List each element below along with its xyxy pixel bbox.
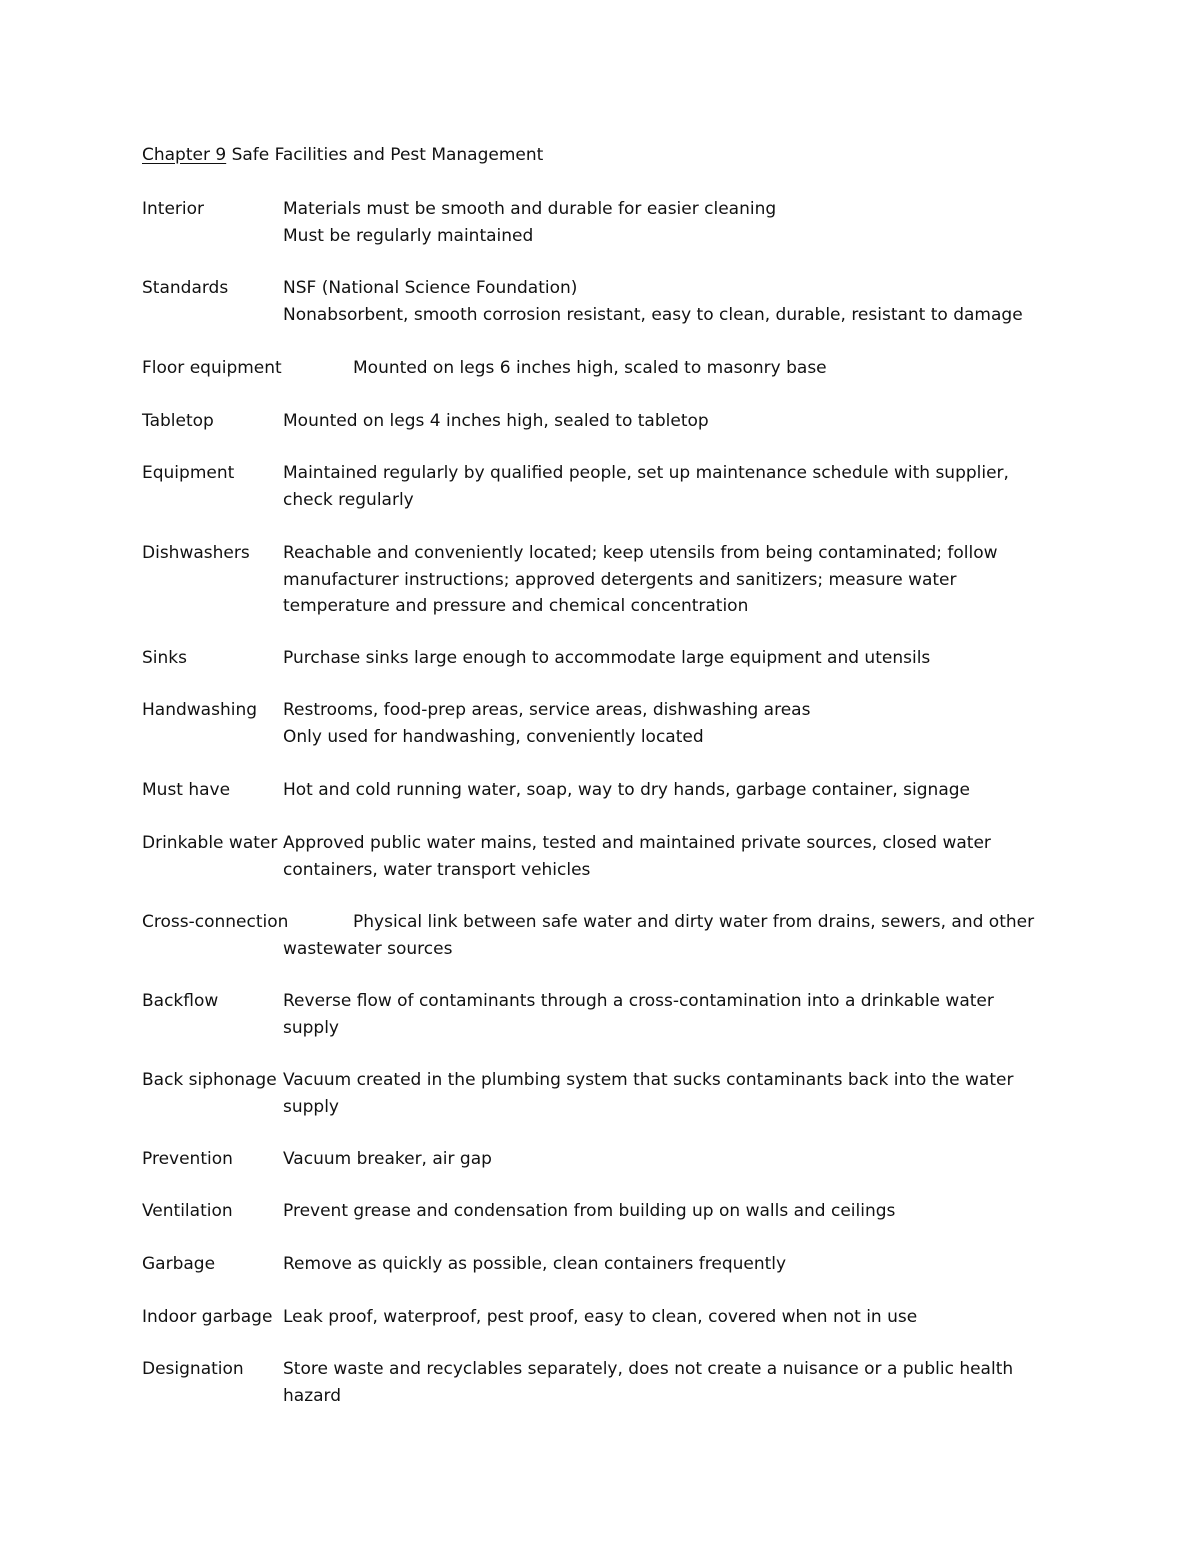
definition-line: Restrooms, food-prep areas, service areas, dishwashing areas <box>283 700 811 720</box>
definition-line: check regularly <box>283 489 414 510</box>
entry-definition <box>283 460 1063 513</box>
entry-term: Tabletop <box>142 411 214 431</box>
entry-term: Must have <box>142 780 231 800</box>
entry-definition <box>283 1251 1063 1278</box>
entry-definition <box>283 1304 1063 1331</box>
definition-line: supply <box>283 1017 339 1038</box>
entry-term: Sinks <box>142 648 187 668</box>
entry-definition <box>283 697 1063 750</box>
definition-line: Mounted on legs 6 inches high, scaled to masonry base <box>353 358 827 378</box>
definition-line: Remove as quickly as possible, clean containers frequently <box>283 1254 787 1274</box>
entry-definition <box>283 645 1063 672</box>
definition-line: Vacuum breaker, air gap <box>283 1149 492 1169</box>
page-title <box>142 144 543 166</box>
definition-line: NSF (National Science Foundation) <box>283 278 578 298</box>
entry-term: Dishwashers <box>142 543 250 563</box>
definition-line: Leak proof, waterproof, pest proof, easy to clean, covered when not in use <box>283 1307 918 1327</box>
entry-term: Prevention <box>142 1149 233 1169</box>
definition-line: Reverse flow of contaminants through a cross-contamination into a drinkable water <box>283 991 994 1011</box>
definition-line: Reachable and conveniently located; keep utensils from being contaminated; follow <box>283 543 998 563</box>
entry-definition <box>283 1146 1063 1173</box>
entry-term: Floor equipment <box>142 358 282 378</box>
definition-line: hazard <box>283 1385 342 1406</box>
entry-definition <box>283 540 1063 620</box>
entry-definition <box>283 830 1063 883</box>
definition-line: Purchase sinks large enough to accommodate large equipment and utensils <box>283 648 931 668</box>
definition-line: Nonabsorbent, smooth corrosion resistant, easy to clean, durable, resistant to damage <box>283 304 1023 325</box>
definition-line: supply <box>283 1096 339 1117</box>
entry-term: Interior <box>142 199 205 219</box>
entry-term: Drinkable water <box>142 833 278 853</box>
definition-line: manufacturer instructions; approved detergents and sanitizers; measure water <box>283 569 957 590</box>
entry-definition <box>283 1198 1063 1225</box>
definition-line: containers, water transport vehicles <box>283 859 591 880</box>
entry-term: Equipment <box>142 463 235 483</box>
entry-term: Handwashing <box>142 700 258 720</box>
entry-term: Ventilation <box>142 1201 233 1221</box>
entry-term: Garbage <box>142 1254 216 1274</box>
entry-definition <box>283 1356 1063 1409</box>
entry-term: Designation <box>142 1359 244 1379</box>
entry-definition <box>283 355 1063 382</box>
chapter-label: Chapter 9 <box>142 145 227 165</box>
entry-definition <box>283 275 1063 328</box>
definition-line: Approved public water mains, tested and maintained private sources, closed water <box>283 833 991 853</box>
entry-term: Indoor garbage <box>142 1307 273 1327</box>
entry-term: Standards <box>142 278 229 298</box>
definition-line: Hot and cold running water, soap, way to dry hands, garbage container, signage <box>283 780 970 800</box>
definition-line: Only used for handwashing, conveniently located <box>283 726 704 747</box>
entry-definition <box>283 408 1063 435</box>
definition-line: Mounted on legs 4 inches high, sealed to tabletop <box>283 411 709 431</box>
definition-line: Maintained regularly by qualified people, set up maintenance schedule with supplier, <box>283 463 1009 483</box>
entry-definition <box>283 777 1063 804</box>
definition-line: Vacuum created in the plumbing system that sucks contaminants back into the water <box>283 1070 1014 1090</box>
definition-line: Physical link between safe water and dirty water from drains, sewers, and other <box>353 912 1035 932</box>
definition-line: Must be regularly maintained <box>283 225 534 246</box>
entry-term: Back siphonage <box>142 1070 277 1090</box>
entry-definition <box>283 909 1063 962</box>
entry-term: Cross-connection <box>142 912 289 932</box>
definition-line: Materials must be smooth and durable for easier cleaning <box>283 199 777 219</box>
chapter-subject: Safe Facilities and Pest Management <box>226 145 544 165</box>
entry-term: Backflow <box>142 991 219 1011</box>
definition-line: Prevent grease and condensation from building up on walls and ceilings <box>283 1201 896 1221</box>
definition-line: wastewater sources <box>283 938 453 959</box>
entry-definition <box>283 1067 1063 1120</box>
definition-line: Store waste and recyclables separately, does not create a nuisance or a public health <box>283 1359 1014 1379</box>
entry-definition <box>283 196 1063 249</box>
entry-definition <box>283 988 1063 1041</box>
definition-line: temperature and pressure and chemical concentration <box>283 596 749 616</box>
